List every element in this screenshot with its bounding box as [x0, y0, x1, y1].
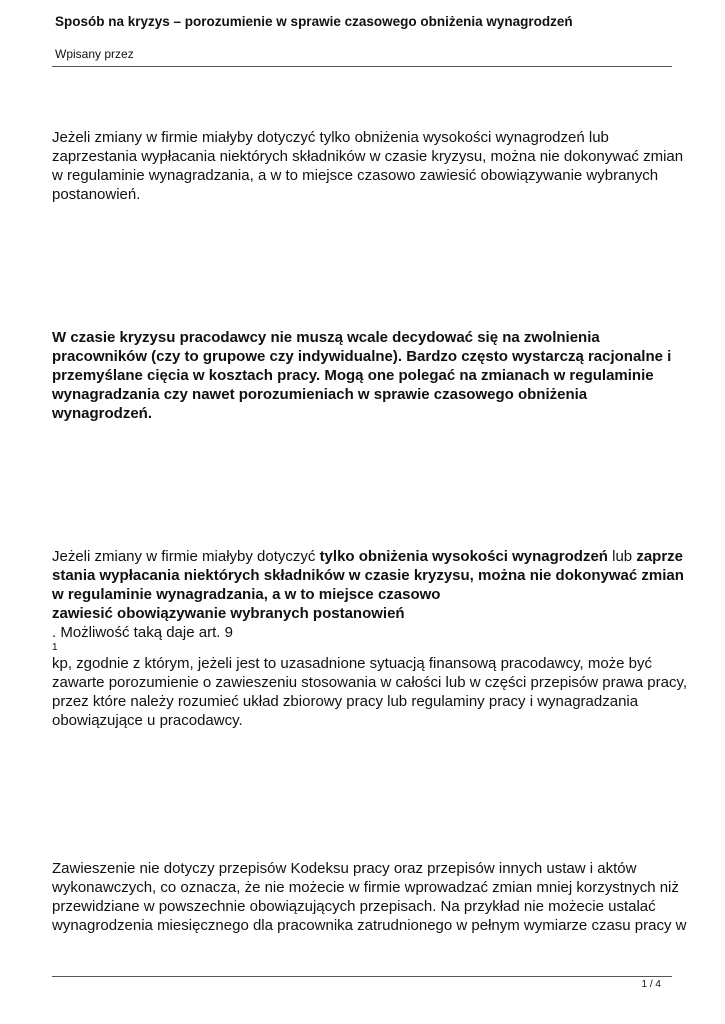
footer-divider — [52, 976, 672, 977]
text-line: przewidziane w powszechnie obowiązujących przepisach. Na przykład nie możecie ustalać — [52, 898, 656, 915]
text-line: zawarte porozumienie o zawieszeniu stosowania w całości lub w części przepisów prawa pracy, — [52, 674, 688, 691]
header-divider — [52, 66, 672, 67]
text-line: wynagrodzeń. — [52, 405, 153, 422]
text-line: wynagradzania czy nawet porozumieniach w sprawie czasowego obniżenia — [52, 386, 588, 403]
superscript-mark: 1 — [52, 642, 58, 653]
text-line: stania wypłacania niektórych składników w czasie kryzysu, można nie dokonywać zmian — [52, 567, 684, 584]
text-line: wynagrodzenia miesięcznego dla pracownika zatrudnionego w pełnym wymiarze czasu pracy w — [52, 917, 687, 934]
text-line: zawiesić obowiązywanie wybranych postanowień — [52, 605, 405, 622]
text-run: Jeżeli zmiany w firmie miałyby dotyczyć — [52, 548, 320, 565]
paragraph-lead — [52, 328, 677, 423]
author-label: Wpisany przez — [55, 47, 134, 61]
text-line: kp, zgodnie z którym, jeżeli jest to uzasadnione sytuacją finansową pracodawcy, może być — [52, 655, 653, 672]
paragraph-article — [52, 547, 688, 730]
text-line: pracowników (czy to grupowe czy indywidualne). Bardzo często wystarczą racjonalne i — [52, 348, 672, 365]
page-number: 1 / 4 — [641, 979, 661, 990]
text-line: zaprzestania wypłacania niektórych składników w czasie kryzysu, można nie dokonywać zmian — [52, 148, 684, 165]
text-line — [52, 547, 684, 566]
text-line: w regulaminie wynagradzania, a w to miejsce czasowo zawiesić obowiązywanie wybranych — [52, 167, 659, 184]
text-run: lub — [607, 548, 637, 565]
text-line: Zawieszenie nie dotyczy przepisów Kodeksu pracy oraz przepisów innych ustaw i aktów — [52, 860, 637, 877]
text-line: . Możliwość taką daje art. 9 — [52, 624, 233, 641]
paragraph-intro — [52, 128, 684, 204]
bold-run: zaprze — [636, 548, 684, 565]
document-title: Sposób na kryzys – porozumienie w sprawie czasowego obniżenia wynagrodzeń — [55, 14, 573, 29]
text-line: w regulaminie wynagradzania, a w to miejsce czasowo — [52, 586, 441, 603]
text-line: postanowień. — [52, 186, 141, 203]
text-line: przemyślane cięcia w kosztach pracy. Mogą one polegać na zmianach w regulaminie — [52, 367, 654, 384]
text-line: przez które należy rozumieć układ zbiorowy pracy lub regulaminy pracy i wynagradzania — [52, 693, 639, 710]
text-line: wykonawczych, co oznacza, że nie możecie w firmie wprowadzać zmian mniej korzystnych niż — [52, 879, 679, 896]
paragraph-suspension — [52, 859, 687, 935]
text-line: obowiązujące u pracodawcy. — [52, 712, 243, 729]
text-line: Jeżeli zmiany w firmie miałyby dotyczyć tylko obniżenia wysokości wynagrodzeń lub — [52, 129, 609, 146]
text-line: W czasie kryzysu pracodawcy nie muszą wcale decydować się na zwolnienia — [52, 329, 600, 346]
bold-run: tylko obniżenia wysokości wynagrodzeń — [319, 548, 608, 565]
